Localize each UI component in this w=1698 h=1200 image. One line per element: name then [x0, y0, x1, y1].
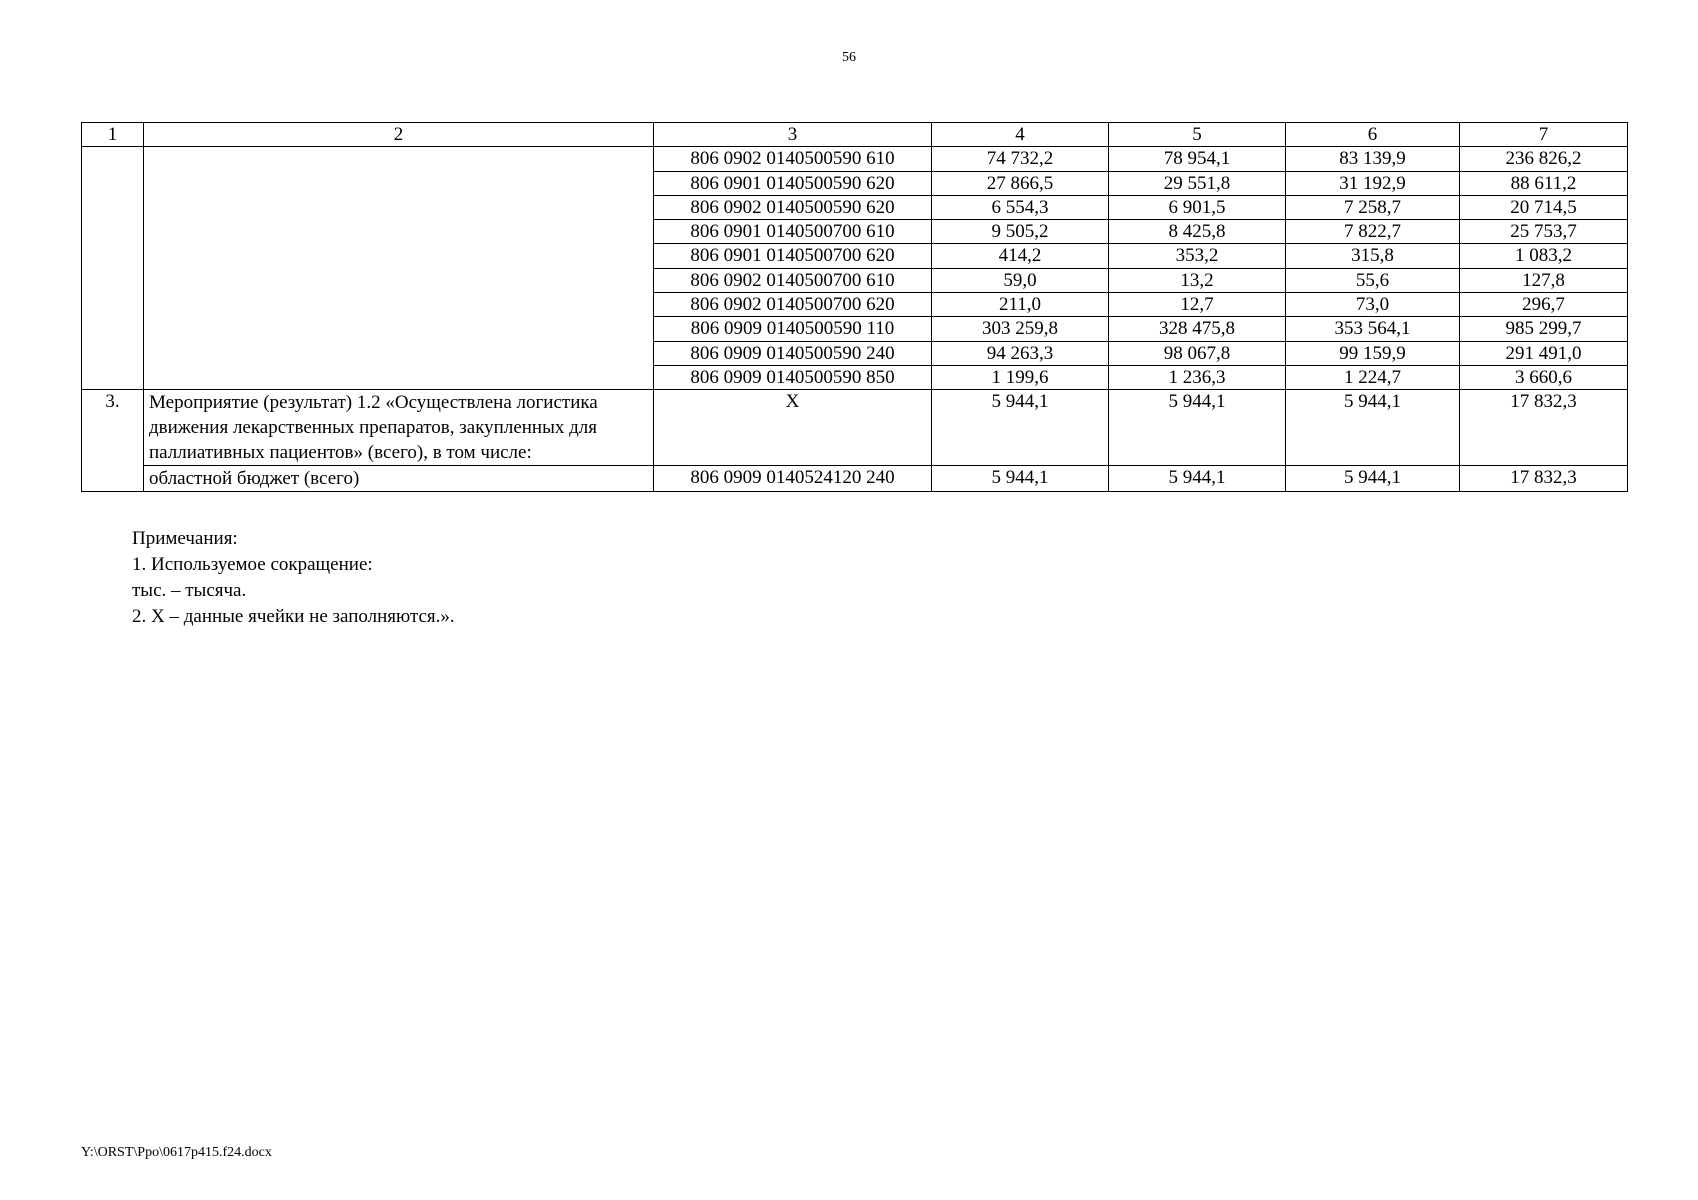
value-cell-7: 20 714,5 [1460, 195, 1628, 219]
value-cell-6: 5 944,1 [1286, 390, 1460, 466]
budget-code-cell: 806 0902 0140500700 610 [654, 268, 932, 292]
value-cell-7: 3 660,6 [1460, 365, 1628, 389]
header-cell-1: 1 [82, 123, 144, 147]
budget-code-cell: 806 0901 0140500590 620 [654, 171, 932, 195]
value-cell-6: 7 822,7 [1286, 220, 1460, 244]
value-cell-6: 55,6 [1286, 268, 1460, 292]
value-cell-5: 5 944,1 [1109, 390, 1286, 466]
value-cell-5: 78 954,1 [1109, 147, 1286, 171]
budget-code-cell: 806 0909 0140500590 240 [654, 341, 932, 365]
footer-file-path: Y:\ORST\Ppo\0617p415.f24.docx [81, 1145, 272, 1160]
empty-num-cell [82, 147, 144, 390]
empty-title-cell [144, 147, 654, 390]
value-cell-4: 74 732,2 [932, 147, 1109, 171]
value-cell-6: 31 192,9 [1286, 171, 1460, 195]
budget-table [81, 122, 1628, 492]
notes-section [132, 526, 455, 630]
note-item: тыс. – тысяча. [132, 580, 247, 601]
page-number: 56 [842, 50, 856, 65]
value-cell-6: 1 224,7 [1286, 365, 1460, 389]
value-cell-4: 303 259,8 [932, 317, 1109, 341]
budget-table-body [82, 123, 1628, 492]
value-cell-7: 296,7 [1460, 293, 1628, 317]
value-cell-5: 13,2 [1109, 268, 1286, 292]
value-cell-4: 59,0 [932, 268, 1109, 292]
budget-code-cell: 806 0901 0140500700 620 [654, 244, 932, 268]
value-cell-4: 5 944,1 [932, 390, 1109, 466]
value-cell-7: 236 826,2 [1460, 147, 1628, 171]
funding-source-label: областной бюджет (всего) [144, 466, 654, 492]
header-cell-7: 7 [1460, 123, 1628, 147]
header-cell-5: 5 [1109, 123, 1286, 147]
value-cell-6: 7 258,7 [1286, 195, 1460, 219]
value-cell-7: 291 491,0 [1460, 341, 1628, 365]
value-cell-7: 25 753,7 [1460, 220, 1628, 244]
header-cell-6: 6 [1286, 123, 1460, 147]
budget-code-cell: 806 0902 0140500590 620 [654, 195, 932, 219]
funding-source-row [82, 466, 1628, 492]
note-item: 2. X – данные ячейки не заполняются.». [132, 606, 455, 627]
value-cell-4: 6 554,3 [932, 195, 1109, 219]
value-cell-5: 12,7 [1109, 293, 1286, 317]
budget-code-cell: 806 0909 0140524120 240 [654, 466, 932, 492]
value-cell-4: 27 866,5 [932, 171, 1109, 195]
budget-code-cell: 806 0902 0140500590 610 [654, 147, 932, 171]
row-number: 3. [82, 390, 144, 492]
notes-heading: Примечания: [132, 528, 238, 549]
value-cell-5: 328 475,8 [1109, 317, 1286, 341]
budget-code-cell: X [654, 390, 932, 466]
value-cell-6: 83 139,9 [1286, 147, 1460, 171]
value-cell-4: 414,2 [932, 244, 1109, 268]
header-cell-2: 2 [144, 123, 654, 147]
value-cell-4: 1 199,6 [932, 365, 1109, 389]
value-cell-7: 17 832,3 [1460, 466, 1628, 492]
header-row [82, 123, 1628, 147]
budget-code-cell: 806 0909 0140500590 110 [654, 317, 932, 341]
budget-code-cell: 806 0902 0140500700 620 [654, 293, 932, 317]
value-cell-4: 5 944,1 [932, 466, 1109, 492]
value-cell-7: 1 083,2 [1460, 244, 1628, 268]
value-cell-5: 1 236,3 [1109, 365, 1286, 389]
note-item: 1. Используемое сокращение: [132, 554, 373, 575]
value-cell-4: 94 263,3 [932, 341, 1109, 365]
header-cell-4: 4 [932, 123, 1109, 147]
value-cell-5: 8 425,8 [1109, 220, 1286, 244]
value-cell-5: 98 067,8 [1109, 341, 1286, 365]
budget-code-cell: 806 0909 0140500590 850 [654, 365, 932, 389]
budget-code-cell: 806 0901 0140500700 610 [654, 220, 932, 244]
activity-row [82, 390, 1628, 466]
header-cell-3: 3 [654, 123, 932, 147]
value-cell-6: 5 944,1 [1286, 466, 1460, 492]
value-cell-6: 73,0 [1286, 293, 1460, 317]
value-cell-4: 211,0 [932, 293, 1109, 317]
value-cell-5: 6 901,5 [1109, 195, 1286, 219]
value-cell-4: 9 505,2 [932, 220, 1109, 244]
value-cell-7: 88 611,2 [1460, 171, 1628, 195]
value-cell-7: 127,8 [1460, 268, 1628, 292]
value-cell-5: 5 944,1 [1109, 466, 1286, 492]
activity-title: Мероприятие (результат) 1.2 «Осуществлена логистика движения лекарственных препаратов, закупленных для паллиативных пациентов» (всего), в том числе: [144, 390, 654, 466]
value-cell-6: 315,8 [1286, 244, 1460, 268]
value-cell-5: 29 551,8 [1109, 171, 1286, 195]
value-cell-6: 353 564,1 [1286, 317, 1460, 341]
value-cell-7: 985 299,7 [1460, 317, 1628, 341]
value-cell-5: 353,2 [1109, 244, 1286, 268]
value-cell-6: 99 159,9 [1286, 341, 1460, 365]
value-cell-7: 17 832,3 [1460, 390, 1628, 466]
table-row [82, 147, 1628, 171]
